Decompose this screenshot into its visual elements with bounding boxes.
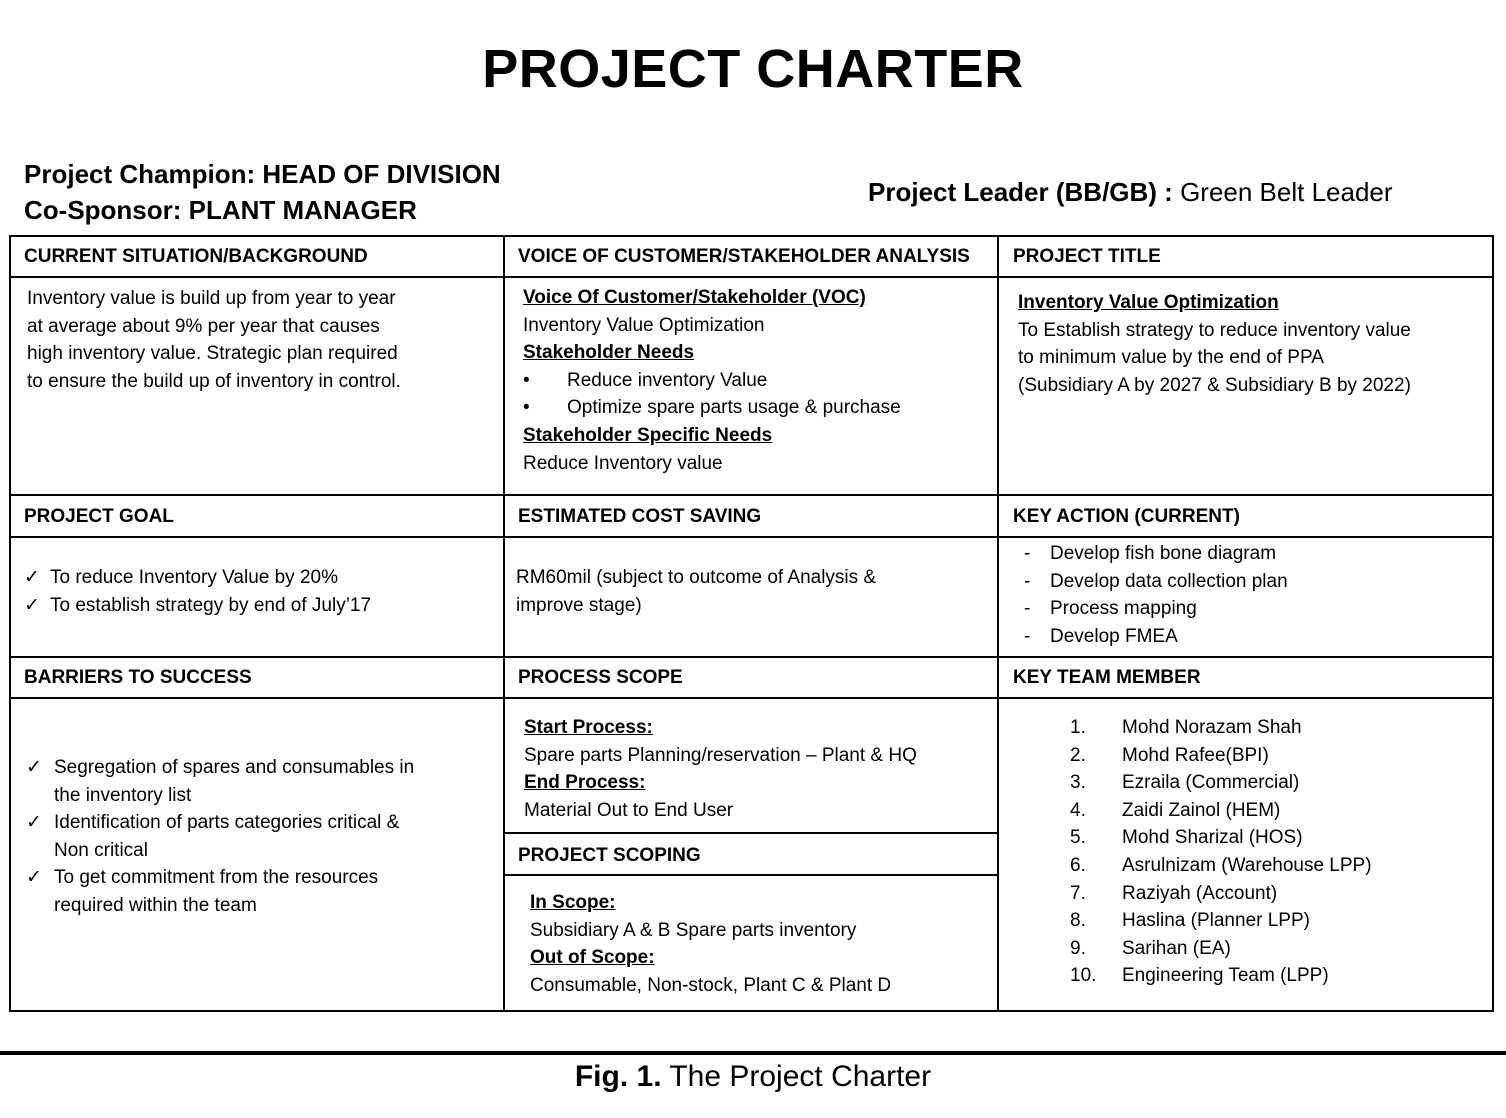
list-item: 2. Mohd Rafee(BPI): [1070, 744, 1269, 766]
text-line: RM60mil (subject to outcome of Analysis &: [516, 567, 877, 588]
project-title-heading: Inventory Value Optimization: [1018, 292, 1279, 313]
text-line: high inventory value. Strategic plan required: [27, 343, 398, 365]
text-line: to ensure the build up of inventory in control.: [27, 370, 401, 392]
project-goal-header: PROJECT GOAL: [24, 506, 174, 527]
text-line: (Subsidiary A by 2027 & Subsidiary B by 2022): [1018, 374, 1411, 396]
list-item: ✓ To reduce Inventory Value by 20%: [24, 564, 494, 592]
bullet-icon: •: [523, 397, 530, 419]
current-situation-header: CURRENT SITUATION/BACKGROUND: [24, 246, 368, 267]
check-icon: ✓: [26, 812, 42, 834]
list-item: - Process mapping: [1022, 595, 1482, 623]
stakeholder-specific-text: Reduce Inventory value: [523, 452, 723, 474]
list-item: ✓ To get commitment from the resources required within the team: [26, 864, 496, 919]
bullet-icon: •: [523, 369, 530, 391]
process-scope-content: [524, 714, 994, 824]
project-scoping-header: PROJECT SCOPING: [518, 845, 701, 866]
stakeholder-needs-heading: Stakeholder Needs: [523, 342, 695, 364]
sponsor-block: [24, 156, 501, 228]
key-team-header: KEY TEAM MEMBER: [1013, 667, 1201, 688]
project-champion: Project Champion: HEAD OF DIVISION: [24, 159, 501, 189]
list-item: 4. Zaidi Zainol (HEM): [1070, 799, 1281, 821]
list-item: - Develop FMEA: [1022, 623, 1482, 651]
in-scope-heading: In Scope:: [530, 892, 616, 913]
cost-saving-header: ESTIMATED COST SAVING: [518, 506, 762, 527]
list-item: 7. Raziyah (Account): [1070, 882, 1278, 904]
dash-icon: -: [1024, 543, 1031, 564]
list-item: 5. Mohd Sharizal (HOS): [1070, 827, 1303, 849]
text-line: to minimum value by the end of PPA: [1018, 347, 1324, 369]
dash-icon: -: [1024, 570, 1031, 592]
text-line: Inventory value is build up from year to year: [27, 288, 396, 309]
text-line: at average about 9% per year that causes: [27, 315, 380, 337]
list-item: ✓ Identification of parts categories critical & Non critical: [26, 809, 496, 864]
out-of-scope-text: Consumable, Non-stock, Plant C & Plant D: [530, 974, 892, 996]
cost-saving-text: [516, 564, 986, 619]
text-line: To Establish strategy to reduce inventory value: [1018, 319, 1411, 341]
list-item: 10. Engineering Team (LPP): [1070, 965, 1329, 987]
list-item: 6. Asrulnizam (Warehouse LPP): [1070, 854, 1372, 876]
end-process-text: Material Out to End User: [524, 799, 734, 821]
team-member-list: [1070, 714, 1490, 990]
project-leader-label: Project Leader (BB/GB) :: [868, 177, 1173, 207]
list-item: ✓ Segregation of spares and consumables in the inventory list: [26, 754, 496, 809]
co-sponsor: Co-Sponsor: PLANT MANAGER: [24, 195, 417, 225]
project-title-header: PROJECT TITLE: [1013, 246, 1161, 267]
in-scope-text: Subsidiary A & B Spare parts inventory: [530, 919, 857, 941]
voc-header: VOICE OF CUSTOMER/STAKEHOLDER ANALYSIS: [518, 246, 970, 267]
voc-heading: Voice Of Customer/Stakeholder (VOC): [523, 287, 866, 308]
text-line: improve stage): [516, 594, 642, 616]
voc-content: [523, 284, 993, 477]
project-title-content: [1018, 289, 1488, 399]
start-process-text: Spare parts Planning/reservation – Plant & HQ: [524, 744, 917, 766]
dash-icon: -: [1024, 598, 1031, 620]
start-process-heading: Start Process:: [524, 717, 653, 738]
process-scope-header: PROCESS SCOPE: [518, 667, 683, 688]
voc-text: Inventory Value Optimization: [523, 314, 765, 336]
list-item: • Optimize spare parts usage & purchase: [523, 394, 993, 422]
key-action-header: KEY ACTION (CURRENT): [1013, 506, 1240, 527]
key-action-list: [1022, 540, 1482, 650]
list-item: • Reduce inventory Value: [523, 367, 993, 395]
check-icon: ✓: [24, 567, 40, 588]
list-item: - Develop fish bone diagram: [1022, 540, 1482, 568]
end-process-heading: End Process:: [524, 772, 646, 794]
barriers-list: [26, 754, 496, 920]
check-icon: ✓: [24, 594, 40, 616]
figure-caption: [0, 1060, 1506, 1094]
project-goal-list: [24, 564, 494, 619]
check-icon: ✓: [26, 867, 42, 889]
dash-icon: -: [1024, 625, 1031, 647]
list-item: 1. Mohd Norazam Shah: [1070, 717, 1302, 738]
project-leader: [868, 174, 1393, 210]
caption-text: The Project Charter: [669, 1060, 932, 1093]
caption-divider: [0, 1051, 1506, 1055]
list-item: 8. Haslina (Planner LPP): [1070, 910, 1310, 932]
barriers-header: BARRIERS TO SUCCESS: [24, 667, 252, 688]
list-item: - Develop data collection plan: [1022, 568, 1482, 596]
page-title: PROJECT CHARTER: [482, 39, 1024, 99]
list-item: 9. Sarihan (EA): [1070, 937, 1231, 959]
caption-label: Fig. 1.: [574, 1060, 662, 1093]
out-of-scope-heading: Out of Scope:: [530, 947, 655, 969]
project-scoping-content: [530, 889, 990, 999]
current-situation-text: [27, 285, 497, 395]
list-item: 3. Ezraila (Commercial): [1070, 772, 1300, 794]
stakeholder-specific-heading: Stakeholder Specific Needs: [523, 424, 773, 446]
check-icon: ✓: [26, 757, 42, 778]
list-item: ✓ To establish strategy by end of July’17: [24, 592, 494, 620]
project-leader-value: Green Belt Leader: [1180, 177, 1393, 207]
